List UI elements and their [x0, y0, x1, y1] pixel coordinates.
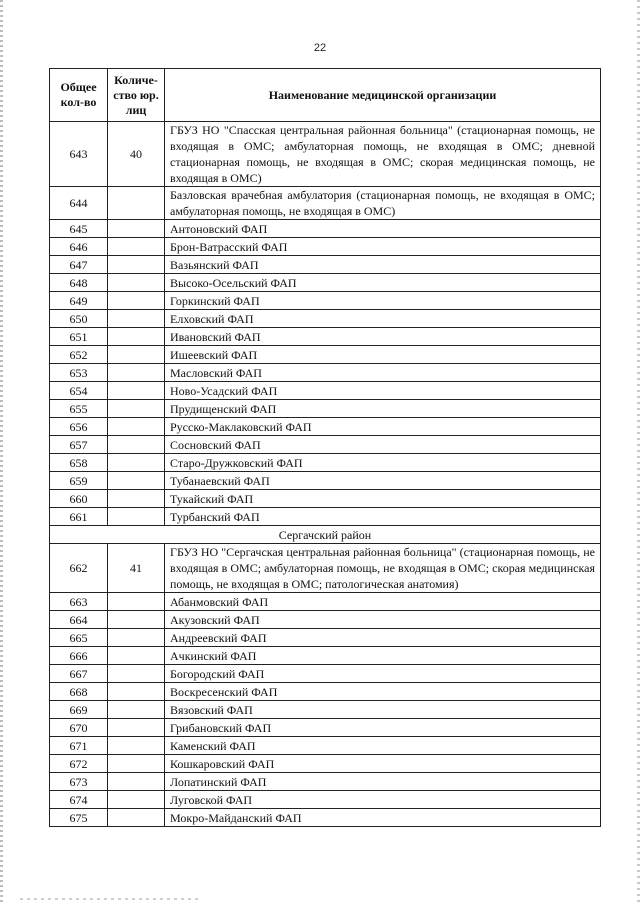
row-total-number: 643: [50, 122, 108, 187]
row-legal-entities: [108, 220, 165, 238]
row-legal-entities: [108, 292, 165, 310]
table-row: [50, 454, 601, 472]
row-legal-entities: [108, 737, 165, 755]
table-row: [50, 122, 601, 187]
table-row: [50, 755, 601, 773]
table-row: [50, 346, 601, 364]
row-organization-name: Лопатинский ФАП: [165, 773, 601, 791]
row-total-number: 653: [50, 364, 108, 382]
row-total-number: 666: [50, 647, 108, 665]
row-total-number: 651: [50, 328, 108, 346]
row-legal-entities: [108, 719, 165, 737]
row-legal-entities: [108, 382, 165, 400]
table-row: [50, 544, 601, 593]
row-total-number: 654: [50, 382, 108, 400]
scan-edge-bottom: [20, 898, 200, 900]
table-row: [50, 629, 601, 647]
row-organization-name: Мокро-Майданский ФАП: [165, 809, 601, 827]
row-legal-entities: [108, 755, 165, 773]
row-total-number: 671: [50, 737, 108, 755]
table-row: [50, 773, 601, 791]
row-organization-name: Ивановский ФАП: [165, 328, 601, 346]
row-legal-entities: [108, 238, 165, 256]
row-organization-name: Богородский ФАП: [165, 665, 601, 683]
row-total-number: 665: [50, 629, 108, 647]
row-total-number: 675: [50, 809, 108, 827]
district-name: Сергачский район: [50, 526, 601, 544]
row-total-number: 659: [50, 472, 108, 490]
row-legal-entities: [108, 647, 165, 665]
row-legal-entities: [108, 364, 165, 382]
row-organization-name: Тубанаевский ФАП: [165, 472, 601, 490]
table-row: [50, 737, 601, 755]
table-row: [50, 364, 601, 382]
row-total-number: 661: [50, 508, 108, 526]
table-row: [50, 683, 601, 701]
row-total-number: 647: [50, 256, 108, 274]
table-row: [50, 310, 601, 328]
table-row: [50, 328, 601, 346]
row-legal-entities: [108, 400, 165, 418]
table-row: [50, 508, 601, 526]
row-legal-entities: [108, 490, 165, 508]
row-organization-name: Турбанский ФАП: [165, 508, 601, 526]
row-legal-entities: [108, 683, 165, 701]
row-legal-entities: [108, 791, 165, 809]
row-organization-name: Масловский ФАП: [165, 364, 601, 382]
row-legal-entities: [108, 809, 165, 827]
row-total-number: 658: [50, 454, 108, 472]
row-legal-entities: [108, 701, 165, 719]
row-organization-name: Базловская врачебная амбулатория (стационарная помощь, не входящая в ОМС; амбулаторная помощь, не входящая в ОМС): [165, 187, 601, 220]
table-row: [50, 400, 601, 418]
row-total-number: 672: [50, 755, 108, 773]
row-legal-entities: 41: [108, 544, 165, 593]
row-legal-entities: 40: [108, 122, 165, 187]
table-row: [50, 719, 601, 737]
table-body: [50, 122, 601, 827]
row-legal-entities: [108, 436, 165, 454]
table-row: [50, 809, 601, 827]
scan-edge-left: [0, 0, 3, 905]
row-organization-name: Андреевский ФАП: [165, 629, 601, 647]
table-row: [50, 791, 601, 809]
table-row: [50, 238, 601, 256]
row-total-number: 650: [50, 310, 108, 328]
row-total-number: 663: [50, 593, 108, 611]
row-legal-entities: [108, 611, 165, 629]
row-organization-name: Каменский ФАП: [165, 737, 601, 755]
row-legal-entities: [108, 256, 165, 274]
row-organization-name: Воскресенский ФАП: [165, 683, 601, 701]
table-row: [50, 436, 601, 454]
row-legal-entities: [108, 454, 165, 472]
row-legal-entities: [108, 187, 165, 220]
row-total-number: 669: [50, 701, 108, 719]
row-total-number: 646: [50, 238, 108, 256]
table-row: [50, 701, 601, 719]
row-legal-entities: [108, 418, 165, 436]
table-row: [50, 490, 601, 508]
row-organization-name: Ишеевский ФАП: [165, 346, 601, 364]
row-total-number: 664: [50, 611, 108, 629]
table-row: [50, 256, 601, 274]
row-organization-name: Прудищенский ФАП: [165, 400, 601, 418]
row-total-number: 662: [50, 544, 108, 593]
table-row: [50, 472, 601, 490]
header-total-count: Общее кол-во: [50, 69, 108, 122]
row-total-number: 645: [50, 220, 108, 238]
row-organization-name: Старо-Дружковский ФАП: [165, 454, 601, 472]
header-legal-entities-count: Количе-ство юр. лиц: [108, 69, 165, 122]
table-row: [50, 611, 601, 629]
row-organization-name: Ново-Усадский ФАП: [165, 382, 601, 400]
row-organization-name: Сосновский ФАП: [165, 436, 601, 454]
table-row: [50, 274, 601, 292]
row-legal-entities: [108, 472, 165, 490]
row-organization-name: Тукайский ФАП: [165, 490, 601, 508]
row-total-number: 657: [50, 436, 108, 454]
row-legal-entities: [108, 328, 165, 346]
row-total-number: 673: [50, 773, 108, 791]
row-organization-name: Елховский ФАП: [165, 310, 601, 328]
row-legal-entities: [108, 593, 165, 611]
row-total-number: 674: [50, 791, 108, 809]
table-header-row: [50, 69, 601, 122]
organizations-table: [49, 68, 601, 827]
row-total-number: 656: [50, 418, 108, 436]
row-organization-name: Абанмовский ФАП: [165, 593, 601, 611]
row-organization-name: ГБУЗ НО "Спасская центральная районная больница" (стационарная помощь, не входящая в ОМС; амбулаторная помощь, не входящая в ОМС; дневной стационарная помощь, не входящая в ОМС; скорая медицинская помощь, не входящая в ОМС): [165, 122, 601, 187]
row-legal-entities: [108, 508, 165, 526]
page-number: 22: [313, 42, 327, 54]
row-organization-name: Антоновский ФАП: [165, 220, 601, 238]
row-organization-name: Луговской ФАП: [165, 791, 601, 809]
table-row: [50, 665, 601, 683]
row-total-number: 667: [50, 665, 108, 683]
table-row: [50, 418, 601, 436]
table-row: [50, 593, 601, 611]
row-legal-entities: [108, 274, 165, 292]
row-total-number: 648: [50, 274, 108, 292]
row-total-number: 668: [50, 683, 108, 701]
row-organization-name: Брон-Ватрасский ФАП: [165, 238, 601, 256]
row-organization-name: Грибановский ФАП: [165, 719, 601, 737]
table-row: [50, 187, 601, 220]
district-header-row: [50, 526, 601, 544]
row-organization-name: Горкинский ФАП: [165, 292, 601, 310]
row-organization-name: Вязовский ФАП: [165, 701, 601, 719]
row-legal-entities: [108, 346, 165, 364]
table-row: [50, 292, 601, 310]
table-row: [50, 647, 601, 665]
row-legal-entities: [108, 310, 165, 328]
row-total-number: 644: [50, 187, 108, 220]
row-total-number: 670: [50, 719, 108, 737]
row-organization-name: Русско-Маклаковский ФАП: [165, 418, 601, 436]
header-organization-name: Наименование медицинской организации: [165, 69, 601, 122]
row-organization-name: Высоко-Осельский ФАП: [165, 274, 601, 292]
table-row: [50, 220, 601, 238]
row-total-number: 649: [50, 292, 108, 310]
row-organization-name: Вазьянский ФАП: [165, 256, 601, 274]
row-total-number: 655: [50, 400, 108, 418]
row-legal-entities: [108, 665, 165, 683]
row-organization-name: Акузовский ФАП: [165, 611, 601, 629]
row-total-number: 660: [50, 490, 108, 508]
row-organization-name: Ачкинский ФАП: [165, 647, 601, 665]
row-legal-entities: [108, 629, 165, 647]
row-organization-name: ГБУЗ НО "Сергачская центральная районная больница" (стационарная помощь, не входящая в ОМС; амбулаторная помощь, не входящая в ОМС; скорая медицинская помощь, не входящая в ОМС; патологическая анатомия): [165, 544, 601, 593]
row-total-number: 652: [50, 346, 108, 364]
row-legal-entities: [108, 773, 165, 791]
row-organization-name: Кошкаровский ФАП: [165, 755, 601, 773]
table-row: [50, 382, 601, 400]
